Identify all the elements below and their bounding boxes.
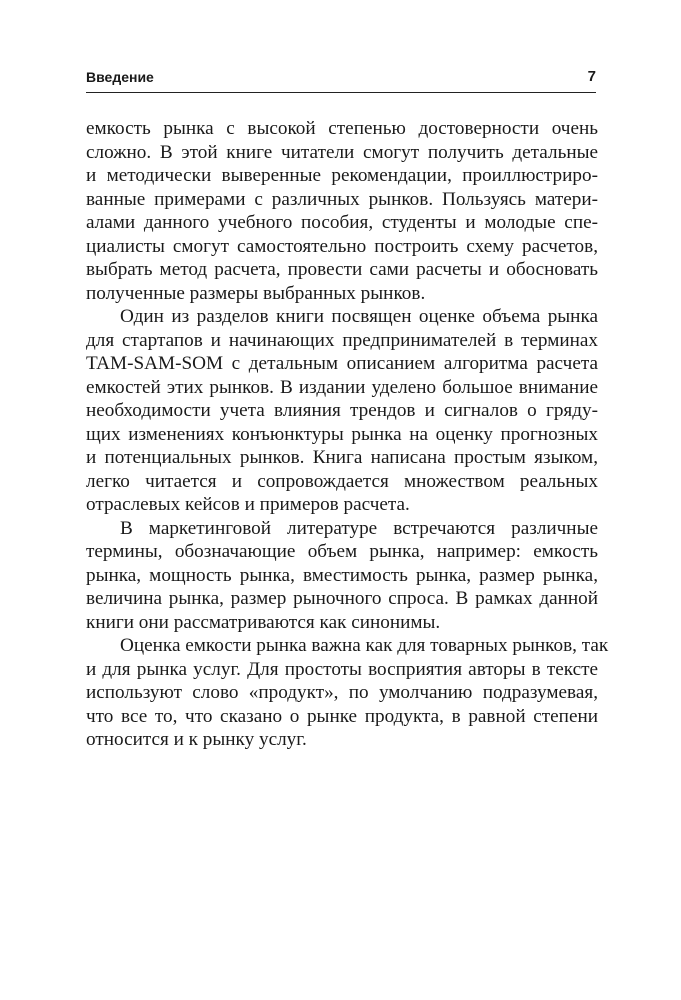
text-line: сложно. В этой книге читатели смогут получить детальные [86, 141, 598, 163]
text-line: и для рынка услуг. Для простоты восприятия авторы в тексте [86, 658, 598, 680]
text-line: величина рынка, размер рыночного спроса. В рамках данной [86, 588, 598, 609]
text-line: книги они рассматриваются как синонимы. [86, 611, 441, 633]
text-line: ванные примерами с различных рынков. Пользуясь матери- [86, 188, 598, 210]
text-line: термины, обозначающие объем рынка, например: емкость [86, 541, 598, 562]
text-line: рынка, мощность рынка, вместимость рынка, размер рынка, [86, 564, 598, 586]
text-line: для стартапов и начинающих предпринимателей в терминах [86, 329, 598, 351]
paragraph-2 [86, 305, 598, 517]
running-head [86, 66, 596, 88]
text-line: что все то, что сказано о рынке продукта, в равной степени [86, 705, 598, 727]
text-line: циалисты смогут самостоятельно построить схему расчетов, [86, 235, 598, 257]
text-line: Один из разделов книги посвящен оценке объема рынка [120, 306, 598, 327]
text-line: выбрать метод расчета, провести сами расчеты и обосновать [86, 259, 598, 280]
paragraph-3 [86, 517, 598, 635]
text-line: В маркетинговой литературе встречаются различные [120, 517, 598, 539]
body-text [86, 117, 609, 752]
page-number: 7 [587, 68, 596, 85]
text-line: необходимости учета влияния трендов и сигналов о гряду- [86, 400, 598, 421]
paragraph-4 [86, 634, 609, 752]
text-line: TAM-SAM-SOM с детальным описанием алгоритма расчета [86, 353, 598, 374]
header-rule [86, 92, 596, 93]
text-line: щих изменениях конъюнктуры рынка на оценку прогнозных [86, 423, 598, 445]
paragraph-1 [86, 117, 598, 305]
text-line: и потенциальных рынков. Книга написана простым языком, [86, 447, 598, 468]
text-line: используют слово «продукт», по умолчанию подразумевая, [86, 682, 598, 703]
text-line: относится и к рынку услуг. [86, 729, 307, 750]
text-line: и методически выверенные рекомендации, проиллюстриро- [86, 165, 598, 186]
text-line: полученные размеры выбранных рынков. [86, 282, 426, 304]
text-line: емкостей этих рынков. В издании уделено большое внимание [86, 376, 598, 398]
text-line: легко читается и сопровождается множеством реальных [86, 470, 598, 492]
text-line: алами данного учебного пособия, студенты и молодые спе- [86, 212, 598, 233]
text-line: отраслевых кейсов и примеров расчета. [86, 494, 410, 515]
text-line: емкость рынка с высокой степенью достоверности очень [86, 118, 598, 139]
section-title: Введение [86, 69, 154, 85]
text-line: Оценка емкости рынка важна как для товарных рынков, так [120, 635, 609, 656]
